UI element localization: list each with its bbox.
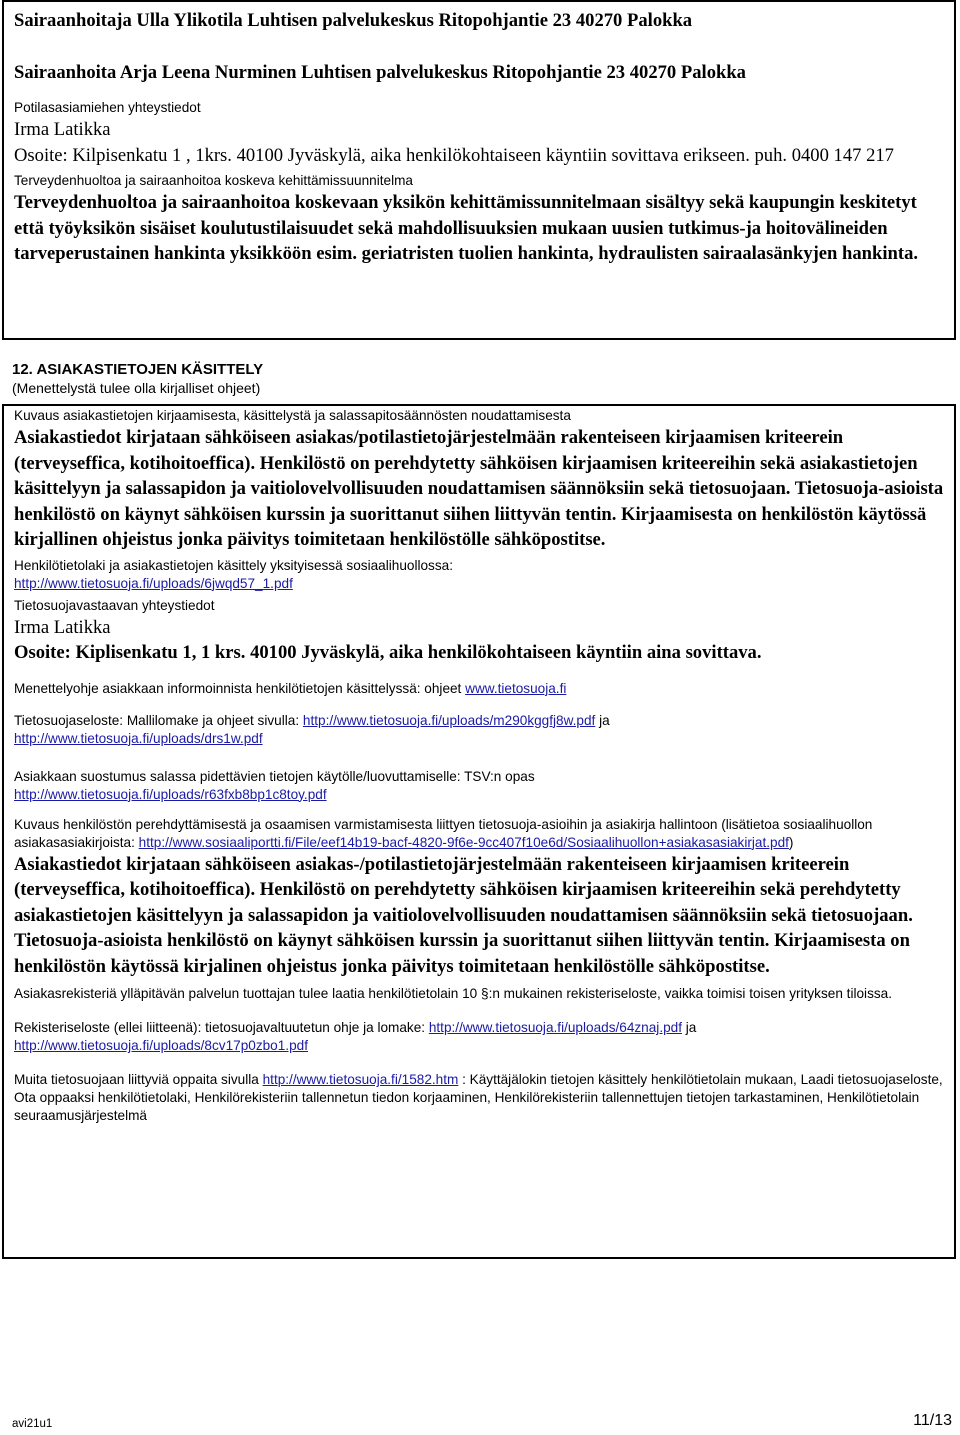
privacy-statement-and: ja <box>595 712 610 728</box>
contacts-box <box>2 0 956 340</box>
data-protection-officer-label: Tietosuojavastaavan yhteystiedot <box>14 597 215 613</box>
records-description-text-2: Asiakastiedot kirjataan sähköiseen asiakas-/potilastietojärjestelmään rakenteiseen kirjaamisen kriteerein (terveyseffica, kotihoitoeffica). Henkilöstö on perehdytetty sähköisen kirjaamisen kriteereihin sekä perehdytetty asiakastietojen käsittelyyn ja salassapidon ja vaitiolovelvollisuuden noudattamisen säännöksiin sekä tietosuojaan. Tietosuoja-asioista henkilöstö on käynyt sähköisen kurssin ja suorittanut siihen liittyvän tentin. Kirjaamisesta on henkilöstön käytössä kirjalinen ohjeistus jonka päivitys toimitetaan henkilöstölle sähköpostitse. <box>14 853 913 977</box>
privacy-statement-link-1[interactable]: http://www.tietosuoja.fi/uploads/m290kggfj8w.pdf <box>302 712 596 728</box>
staff-training <box>14 816 944 852</box>
register-statement-link-1[interactable]: http://www.tietosuoja.fi/uploads/64znaj.pdf <box>428 1020 682 1035</box>
privacy-law-link[interactable]: http://www.tietosuoja.fi/uploads/6jwqd57_1.pdf <box>14 575 293 591</box>
register-statement <box>14 1019 944 1055</box>
other-guides-rest: : Käyttäjälokin tietojen käsittely henkilötietolain mukaan, Laadi tietosuojaseloste, Ota oppaaksi henkilötietolaki, Henkilörekisteriin tallennetun tiedon korjaaminen, Henkilörekisteriin tallennettujen tietojen tarkastaminen, Henkilötietolain seuraamusjärjestelmä <box>14 1072 943 1123</box>
other-guides-link[interactable]: http://www.tietosuoja.fi/1582.htm <box>262 1072 459 1087</box>
patient-ombudsman-label: Potilasasiamiehen yhteystiedot <box>14 100 201 115</box>
data-protection-officer-address: Osoite: Kiplisenkatu 1, 1 krs. 40100 Jyväskylä, aika henkilökohtaiseen käyntiin aina sovittava. <box>14 642 762 663</box>
section-title: 12. ASIAKASTIETOJEN KÄSITTELY <box>12 361 264 378</box>
staff-training-text: Kuvaus henkilöstön perehdyttämisestä ja osaamisen varmistamisesta liittyen tietosuoja-asioihin ja asiakirja hallintoon (lisätietoa sosiaalihuollon asiakasasiakirjoista: <box>14 816 873 850</box>
page-number: 11/13 <box>913 1412 952 1429</box>
data-protection-officer-name: Irma Latikka <box>14 616 111 638</box>
nurse-line-1: Sairaanhoitaja Ulla Ylikotila Luhtisen palvelukeskus Ritopohjantie 23 40270 Palokka <box>14 10 693 31</box>
informing-guideline <box>14 680 944 698</box>
nurse-line-2: Sairaanhoita Arja Leena Nurminen Luhtisen palvelukeskus Ritopohjantie 23 40270 Palokka <box>14 61 746 83</box>
register-statement-and: ja <box>682 1020 697 1035</box>
patient-ombudsman-name: Irma Latikka <box>14 119 111 140</box>
register-requirement-text: Asiakasrekisteriä ylläpitävän palvelun tuottajan tulee laatia henkilötietolain 10 §:n mukainen rekisteriseloste, vaikka toimisi toisen yrityksen tiloissa. <box>14 986 892 1001</box>
development-plan-label: Terveydenhuoltoa ja sairaanhoitoa koskeva kehittämissuunnitelma <box>14 173 413 188</box>
patient-ombudsman-address: Osoite: Kilpisenkatu 1 , 1krs. 40100 Jyväskylä, aika henkilökohtaiseen käyntiin sovittava erikseen. puh. 0400 147 217 <box>14 144 894 166</box>
section-subtitle: (Menettelystä tulee olla kirjalliset ohjeet) <box>12 380 261 396</box>
privacy-statement <box>14 712 944 748</box>
other-guides-text: Muita tietosuojaan liittyviä oppaita sivulla <box>14 1072 263 1087</box>
records-description-text: Asiakastiedot kirjataan sähköiseen asiakas/potilastietojärjestelmään rakenteiseen kirjaamisen kriteerein (terveyseffica, kotihoitoeffica). Henkilöstö on perehdytetty sähköisen kirjaamisen kriteereihin sekä asiakastietojen käsittelyyn ja salassapidon ja vaitiolovelvollisuuden noudattamisen säännöksiin sekä tietosuojaan. Tietosuoja-asioista henkilöstö on käynyt sähköisen kurssin ja suorittanut siihen liittyvän tentin. Kirjaamisesta on henkilöstön käytössä kirjallinen ohjeistus jonka päivitys toimitetaan henkilöstölle sähköpostitse. <box>14 427 944 550</box>
other-guides <box>14 1071 944 1125</box>
client-data-box <box>2 404 956 1259</box>
consent-guide-text: Asiakkaan suostumus salassa pidettävien tietojen käytölle/luovuttamiselle: TSV:n opas <box>14 768 535 784</box>
register-statement-link-2[interactable]: http://www.tietosuoja.fi/uploads/8cv17p0zbo1.pdf <box>14 1038 308 1053</box>
records-description-label: Kuvaus asiakastietojen kirjaamisesta, käsittelystä ja salassapitosäännösten noudattamisesta <box>14 408 571 423</box>
privacy-law-label: Henkilötietolaki ja asiakastietojen käsittely yksityisessä sosiaalihuollossa: <box>14 557 453 573</box>
informing-guideline-link[interactable]: www.tietosuoja.fi <box>465 680 567 696</box>
consent-guide-link[interactable]: http://www.tietosuoja.fi/uploads/r63fxb8bp1c8toy.pdf <box>14 786 327 802</box>
staff-training-close: ) <box>788 834 794 850</box>
development-plan-text: Terveydenhuoltoa ja sairaanhoitoa koskevaan yksikön kehittämissunnitelmaan sisältyy sekä kaupungin keskitetyt että työyksikön sisäiset koulutustilaisuudet sekä mahdollisuuksien mukaan uusien tutkimus-ja hoitovälineiden tarveperustainen hankinta yksikköön esim. geriatristen tuolien hankinta, hydraulisten sairaalasänkyjen hankinta. <box>14 192 919 264</box>
consent-guide <box>14 768 944 804</box>
privacy-statement-link-2[interactable]: http://www.tietosuoja.fi/uploads/drs1w.pdf <box>14 730 263 746</box>
privacy-statement-text: Tietosuojaseloste: Mallilomake ja ohjeet sivulla: <box>14 712 303 728</box>
informing-guideline-text: Menettelyohje asiakkaan informoinnista henkilötietojen käsittelyssä: ohjeet <box>14 680 466 696</box>
document-id: avi21u1 <box>12 1418 53 1430</box>
register-statement-text: Rekisteriseloste (ellei liitteenä): tietosuojavaltuutetun ohje ja lomake: <box>14 1020 429 1035</box>
section-heading-block <box>12 360 942 397</box>
staff-training-link[interactable]: http://www.sosiaaliportti.fi/File/eef14b19-bacf-4820-9f6e-9cc407f10e6d/Sosiaalihuollon+asiakasasiakirjat.pdf <box>138 834 789 850</box>
